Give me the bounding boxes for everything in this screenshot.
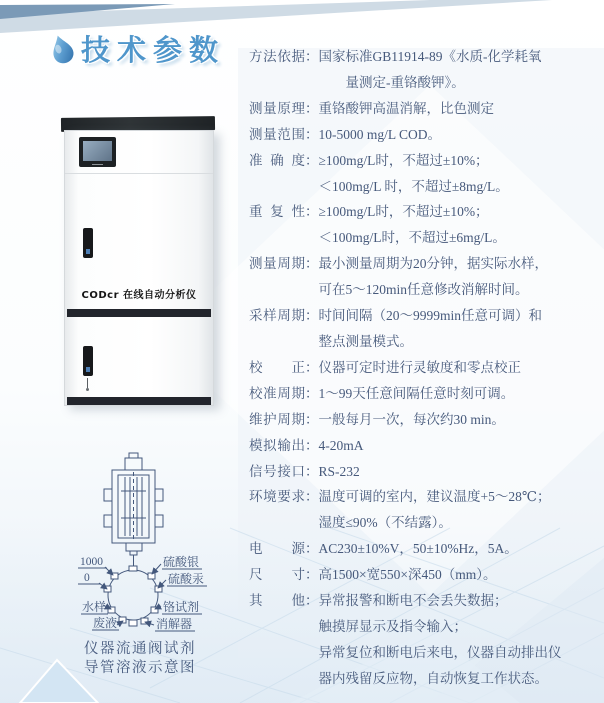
lower-door-handle (83, 346, 93, 376)
spec-value: 国家标准GB11914-89《水质-化学耗氧 量测定-重铬酸钾》。 (318, 49, 542, 90)
spec-label: 测量原理 (249, 100, 305, 116)
door-seam (65, 173, 213, 174)
spec-row-others: 其他 ： 异常报警和断电不会丢失数据； 触摸屏显示及指令输入； 异常复位和断电后来电，仪器自动排出仪 器内残留反应物，自动恢复工作状态。 (249, 588, 599, 692)
spec-value: 仪器可定时进行灵敏度和零点校正 (318, 359, 521, 375)
door-key-ring (86, 388, 89, 391)
touchscreen-glass (83, 141, 112, 161)
spec-label: 准确度 (249, 152, 305, 168)
spec-row-measure-cycle: 测量周期 ： 最小测量周期为20分钟，据实际水样， 可在5～120min任意修改消解时间。 (249, 251, 599, 303)
valve-label-waste-liquid: 废液 (93, 616, 118, 630)
spec-label: 测量范围 (249, 126, 305, 142)
spec-value: 一般每月一次，每次约30 min。 (318, 411, 505, 427)
touchscreen (79, 137, 116, 167)
spec-label: 模拟输出 (249, 437, 305, 453)
cabinet-dark-band-middle (67, 309, 211, 317)
diagram-caption (55, 640, 225, 677)
spec-label: 测量周期 (249, 256, 305, 272)
spec-row-method-basis: 方法依据 ： 国家标准GB11914-89《水质-化学耗氧 量测定-重铬酸钾》。 (249, 44, 599, 96)
spec-label: 方法依据 (249, 49, 305, 64)
spec-value: 高1500×宽550×深450（mm）。 (318, 567, 497, 583)
touchscreen-brand-mark (92, 164, 103, 165)
water-drop-icon (46, 31, 78, 67)
spec-value: AC230±10%V，50±10%Hz，5A。 (318, 541, 518, 557)
spec-label: 维护周期 (249, 411, 305, 427)
spec-row-maintenance-cycle: 维护周期 ： 一般每月一次，每次约30 min。 (249, 407, 599, 433)
spec-row-measure-principle: 测量原理 ： 重铬酸钾高温消解，比色测定 (249, 96, 599, 122)
valve-label-silver-sulfate: 硫酸银 (163, 555, 200, 569)
spec-list (249, 44, 599, 692)
spec-label: 校准周期 (249, 385, 305, 401)
spec-label: 采样周期 (249, 308, 305, 324)
valve-label-mercury-sulfate: 硫酸汞 (168, 572, 205, 586)
flow-valve-diagram (55, 445, 225, 640)
spec-row-signal-interface: 信号接口 ： RS-232 (249, 459, 599, 485)
diagram-caption-line2: 导管溶液示意图 (84, 659, 196, 676)
spec-value: 时间间隔（20～9999min任意可调）和 整点测量模式。 (318, 308, 543, 349)
spec-row-calibration: 校正 ： 仪器可定时进行灵敏度和零点校正 (249, 355, 599, 381)
door-key (87, 378, 88, 388)
spec-value: 4-20mA (318, 437, 364, 453)
spec-value: RS-232 (318, 463, 360, 479)
spec-value: 最小测量周期为20分钟，据实际水样， 可在5～120min任意修改消解时间。 (318, 256, 548, 298)
spec-label: 电源 (249, 541, 305, 557)
spec-value: 异常报警和断电不会丢失数据； 触摸屏显示及指令输入； 异常复位和断电后来电，仪器自动排出仪 器内残留反应物，自动恢复工作状态。 (318, 593, 562, 686)
valve-label-water-sample: 水样 (82, 600, 107, 614)
spec-value: 重铬酸钾高温消解，比色测定 (318, 100, 494, 116)
page-title: 技术参数 (81, 33, 226, 67)
section-header (50, 28, 225, 69)
valve-label-chromium-reagent: 铬试剂 (163, 600, 200, 614)
spec-value: ≥100mg/L时，不超过±10%； ＜100mg/L时，不超过±6mg/L。 (318, 204, 506, 246)
spec-label: 重复性 (249, 204, 305, 220)
spec-row-environment: 环境要求 ： 温度可调的室内，建议温度+5～28℃； 湿度≤90%（不结露）。 (249, 484, 599, 536)
valve-label-digester: 消解器 (156, 617, 193, 631)
spec-value: 1～99天任意间隔任意时刻可调。 (318, 385, 515, 401)
spec-row-analog-output: 模拟输出 ： 4-20mA (249, 433, 599, 459)
spec-label: 环境要求 (249, 489, 305, 505)
spec-label: 信号接口 (249, 463, 305, 479)
handle-indicator (86, 367, 90, 372)
diagram-caption-line1: 仪器流通阀试剂 (84, 641, 196, 657)
spec-value: 温度可调的室内，建议温度+5～28℃； 湿度≤90%（不结露）。 (318, 489, 551, 531)
instrument-model-label: CODcr 在线自动分析仪 (81, 290, 197, 301)
handle-indicator (86, 249, 90, 254)
spec-row-sampling-cycle: 采样周期 ： 时间间隔（20～9999min任意可调）和 整点测量模式。 (249, 303, 599, 355)
valve-label-1000: 1000 (80, 556, 103, 568)
spec-row-dimensions: 尺寸 ： 高1500×宽550×深450（mm）。 (249, 562, 599, 588)
cabinet-body (64, 130, 214, 406)
spec-value: 10-5000 mg/L COD。 (318, 126, 441, 142)
spec-row-repeatability: 重复性 ： ≥100mg/L时，不超过±10%； ＜100mg/L时，不超过±6mg/L。 (249, 199, 599, 251)
spec-row-measure-range: 测量范围 ： 10-5000 mg/L COD。 (249, 122, 599, 148)
instrument-photo (50, 100, 220, 430)
spec-value: ≥100mg/L时，不超过±10%； ＜100mg/L 时，不超过±8mg/L。 (318, 152, 509, 194)
spec-label: 校正 (249, 359, 305, 375)
valve-label-0: 0 (84, 572, 90, 584)
spec-label: 其他 (249, 593, 305, 609)
spec-row-accuracy: 准确度 ： ≥100mg/L时，不超过±10%； ＜100mg/L 时，不超过±8mg/L。 (249, 148, 599, 200)
cabinet-dark-band-bottom (67, 397, 211, 405)
spec-row-power: 电源 ： AC230±10%V，50±10%Hz，5A。 (249, 536, 599, 562)
upper-door-handle (83, 228, 93, 258)
spec-row-calibration-cycle: 校准周期 ： 1～99天任意间隔任意时刻可调。 (249, 381, 599, 407)
spec-label: 尺寸 (249, 567, 305, 583)
